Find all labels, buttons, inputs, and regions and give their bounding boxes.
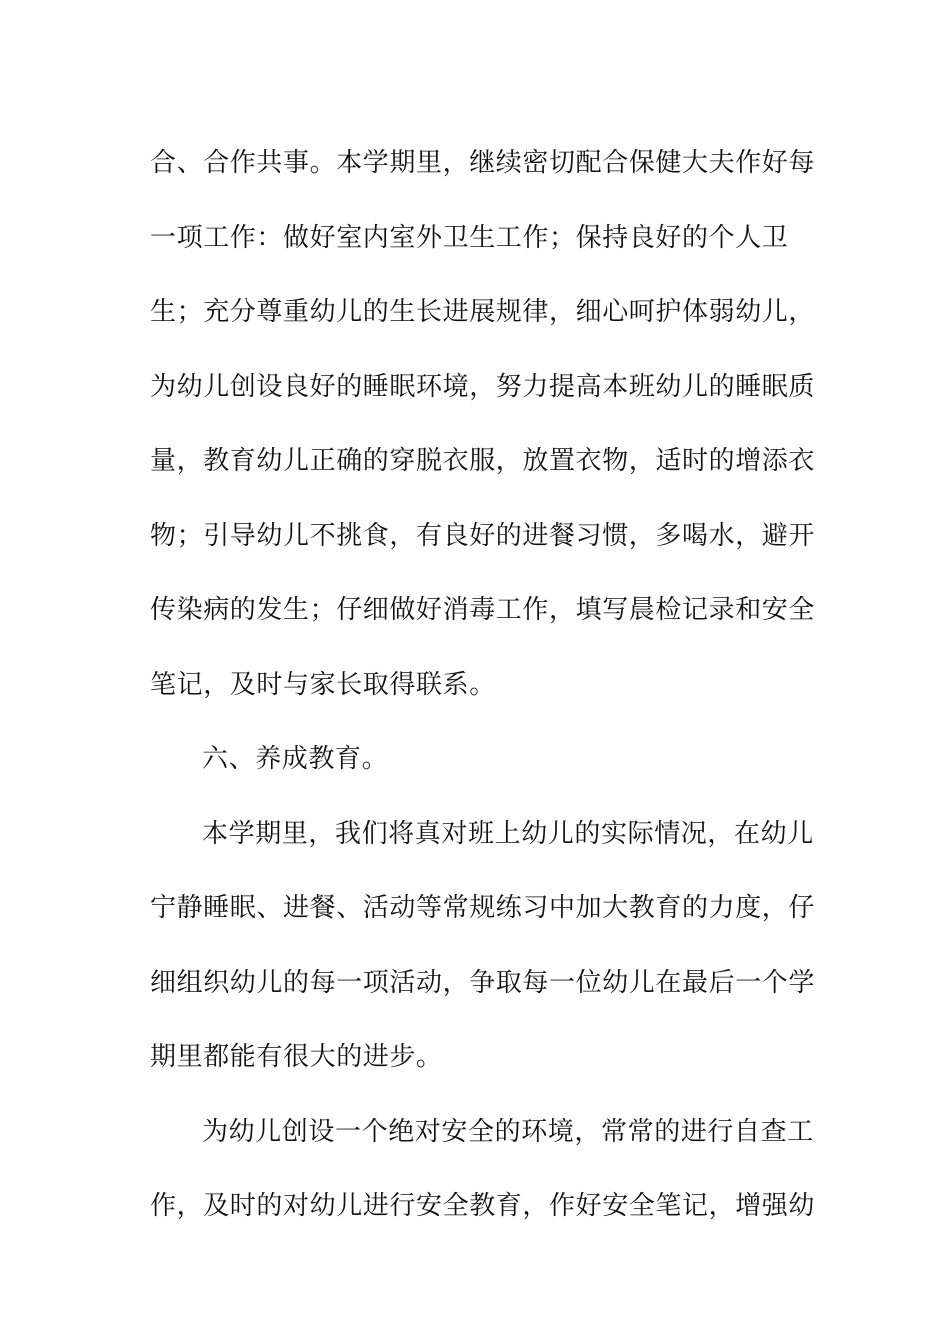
text-line: 一项工作：做好室内室外卫生工作；保持良好的个人卫	[150, 222, 789, 253]
text-line: 期里都能有很大的进步。	[150, 1042, 443, 1072]
text-line: 合、合作共事。本学期里，继续密切配合保健大夫作好每	[150, 148, 816, 178]
text-line: 传染病的发生；仔细做好消毒工作，填写晨检记录和安全	[150, 595, 816, 625]
text-line: 为幼儿创设良好的睡眠环境，努力提高本班幼儿的睡眠质	[150, 371, 816, 402]
document-body	[150, 126, 816, 1244]
text-line: 作，及时的对幼儿进行安全教育，作好安全笔记，增强幼	[150, 1191, 816, 1221]
text-line: 本学期里，我们将真对班上幼儿的实际情况，在幼儿	[202, 818, 814, 849]
text-line: 生；充分尊重幼儿的生长进展规律，细心呵护体弱幼儿，	[150, 297, 816, 327]
text-line: 物；引导幼儿不挑食，有良好的进餐习惯，多喝水，避开	[150, 520, 816, 551]
text-line: 量，教育幼儿正确的穿脱衣服，放置衣物，适时的增添衣	[150, 446, 816, 476]
text-line: 宁静睡眠、进餐、活动等常规练习中加大教育的力度，仔	[150, 893, 816, 923]
text-line: 笔记，及时与家长取得联系。	[150, 669, 496, 700]
section-heading: 六、养成教育。	[202, 744, 389, 774]
text-line: 细组织幼儿的每一项活动，争取每一位幼儿在最后一个学	[150, 967, 816, 998]
text-line: 为幼儿创设一个绝对安全的环境，常常的进行自查工	[202, 1116, 814, 1147]
